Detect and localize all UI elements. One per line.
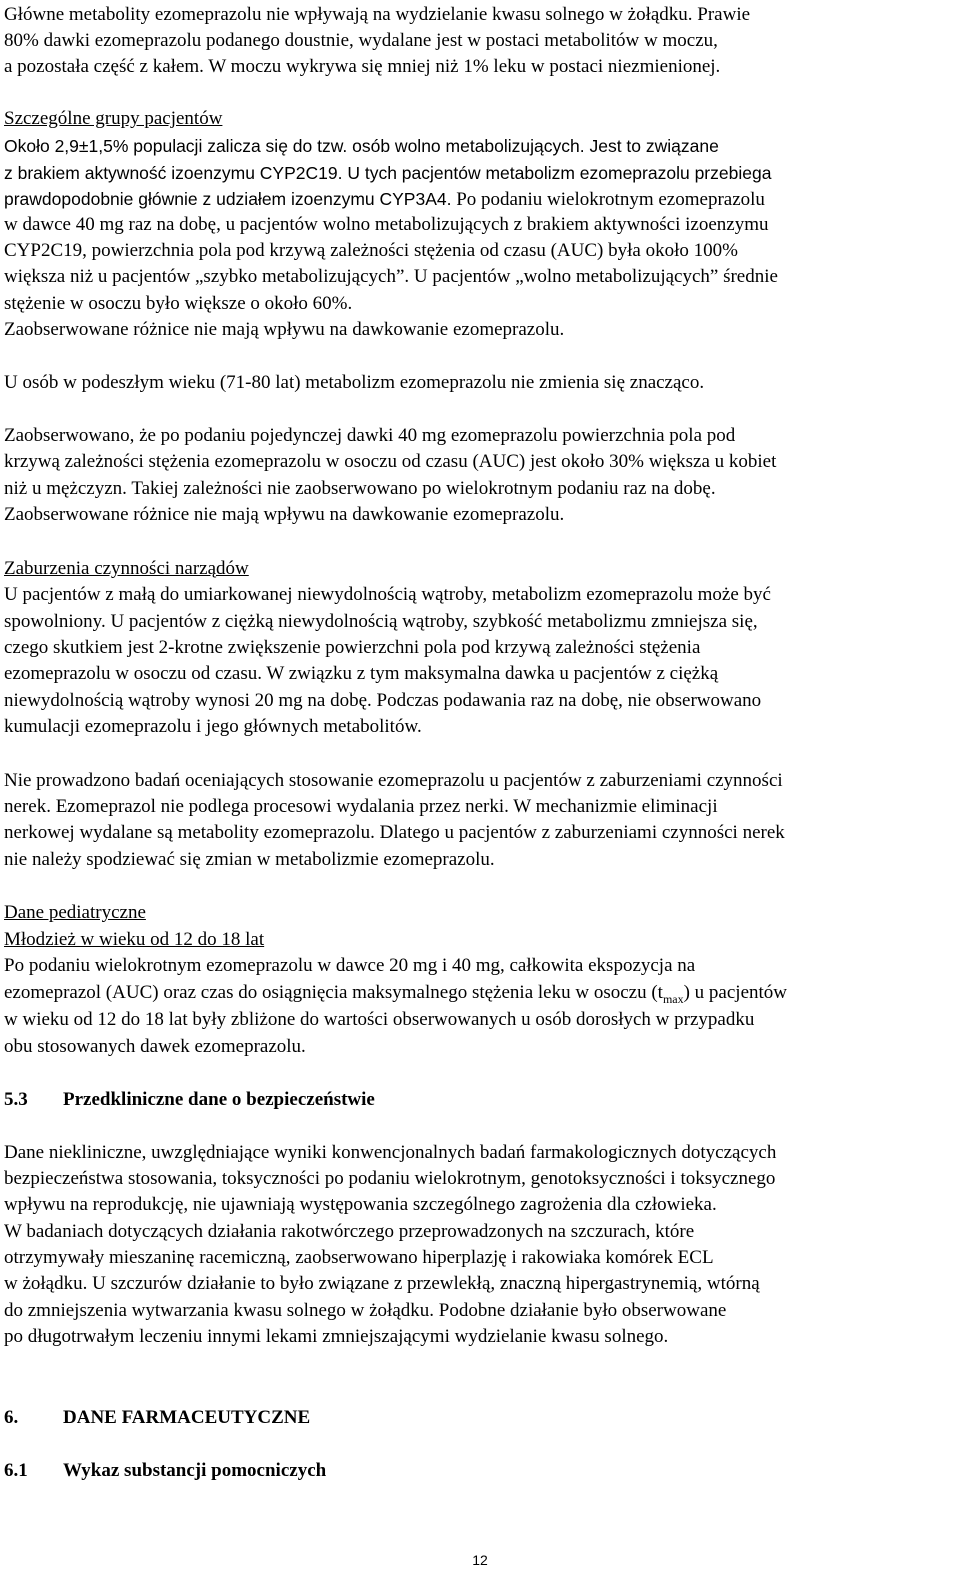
intro-line-3: a pozostała część z kałem. W moczu wykrywa się mniej niż 1% leku w postaci niezmienionej. — [4, 56, 721, 77]
organ-heading: Zaburzenia czynności narządów — [4, 558, 249, 579]
s53-line-3: wpływu na reprodukcję, nie ujawniają występowania szczególnego zagrożenia dla człowieka. — [4, 1194, 717, 1215]
s53-line-8: po długotrwałym leczeniu innymi lekami zmniejszającymi wydzielanie kwasu solnego. — [4, 1326, 669, 1347]
pediatric-line-2 — [4, 980, 787, 1007]
special-groups-heading: Szczególne grupy pacjentów — [4, 108, 223, 129]
section-6-title: DANE FARMACEUTYCZNE — [63, 1407, 311, 1428]
special-groups-line-3 — [4, 186, 765, 214]
gender-line-2: krzywą zależności stężenia ezomeprazolu w osoczu od czasu (AUC) jest około 30% większa u kobiet — [4, 451, 777, 472]
s53-line-2: bezpieczeństwa stosowania, toksyczności po podaniu wielokrotnym, genotoksyczności i toksycznego — [4, 1168, 776, 1189]
pediatric-line-1: Po podaniu wielokrotnym ezomeprazolu w dawce 20 mg i 40 mg, całkowita ekspozycja na — [4, 955, 696, 976]
special-groups-line-5: CYP2C19, powierzchnia pola pod krzywą zależności stężenia od czasu (AUC) była około 100% — [4, 240, 738, 261]
gender-line-1: Zaobserwowano, że po podaniu pojedynczej dawki 40 mg ezomeprazolu powierzchnia pola pod — [4, 425, 736, 446]
intro-line-1: Główne metabolity ezomeprazolu nie wpływają na wydzielanie kwasu solnego w żołądku. Prawie — [4, 4, 751, 25]
special-groups-line-3-sans: prawdopodobnie głównie z udziałem izoenzymu CYP3A4. — [4, 189, 452, 209]
section-6-number: 6. — [4, 1407, 19, 1428]
pediatric-heading: Dane pediatryczne — [4, 902, 146, 923]
section-6-1-title: Wykaz substancji pomocniczych — [63, 1460, 327, 1481]
special-groups-line-2: z brakiem aktywność izoenzymu CYP2C19. U tych pacjentów metabolizm ezomeprazolu przebiega — [4, 163, 772, 183]
section-6-1-number: 6.1 — [4, 1460, 28, 1481]
special-groups-line-6: większa niż u pacjentów „szybko metabolizujących”. U pacjentów „wolno metabolizujących” średnie — [4, 266, 778, 287]
renal-line-2: nerek. Ezomeprazol nie podlega procesowi wydalania przez nerki. W mechanizmie eliminacji — [4, 796, 718, 817]
pediatric-line-4: obu stosowanych dawek ezomeprazolu. — [4, 1036, 306, 1057]
renal-line-3: nerkowej wydalane są metabolity ezomeprazolu. Dlatego u pacjentów z zaburzeniami czynności nerek — [4, 822, 785, 843]
s53-line-4: W badaniach dotyczących działania rakotwórczego przeprowadzonych na szczurach, które — [4, 1221, 695, 1242]
organ-line-2: spowolniony. U pacjentów z ciężką niewydolnością wątroby, szybkość metabolizmu zmniejsza się, — [4, 611, 758, 632]
section-6-1-heading — [4, 1458, 326, 1485]
s53-line-7: do zmniejszenia wytwarzania kwasu solnego w żołądku. Podobne działanie było obserwowane — [4, 1300, 727, 1321]
organ-line-1: U pacjentów z małą do umiarkowanej niewydolnością wątroby, metabolizm ezomeprazolu może być — [4, 584, 771, 605]
section-5-3-title: Przedkliniczne dane o bezpieczeństwie — [63, 1089, 375, 1110]
special-groups-line-7: stężenie w osoczu było większe o około 60%. — [4, 293, 353, 314]
renal-line-1: Nie prowadzono badań oceniających stosowanie ezomeprazolu u pacjentów z zaburzeniami czynności — [4, 770, 783, 791]
page-number: 12 — [472, 1552, 488, 1568]
pediatric-line-2-text: ezomeprazol (AUC) oraz czas do osiągnięcia maksymalnego stężenia leku w osoczu (t — [4, 982, 663, 1003]
special-groups-line-3-serif: Po podaniu wielokrotnym ezomeprazolu — [451, 189, 765, 210]
organ-line-5: niewydolnością wątroby wynosi 20 mg na dobę. Podczas podawania raz na dobę, nie obserwowano — [4, 690, 762, 711]
elderly-paragraph: U osób w podeszłym wieku (71-80 lat) metabolizm ezomeprazolu nie zmienia się znacząco. — [4, 372, 705, 393]
section-6-heading — [4, 1405, 310, 1432]
pediatric-line-2-end: ) u pacjentów — [683, 982, 788, 1003]
special-groups-line-1: Około 2,9±1,5% populacji zalicza się do tzw. osób wolno metabolizujących. Jest to związane — [4, 136, 719, 156]
gender-line-3: niż u mężczyzn. Takiej zależności nie zaobserwowano po wielokrotnym podaniu raz na dobę. — [4, 478, 716, 499]
tmax-subscript: max — [662, 991, 684, 1006]
renal-line-4: nie należy spodziewać się zmian w metabolizmie ezomeprazolu. — [4, 849, 495, 870]
organ-line-4: ezomeprazolu w osoczu od czasu. W związku z tym maksymalna dawka u pacjentów z ciężką — [4, 663, 719, 684]
section-5-3-heading — [4, 1087, 375, 1114]
gender-line-4: Zaobserwowane różnice nie mają wpływu na dawkowanie ezomeprazolu. — [4, 504, 565, 525]
special-groups-line-4: w dawce 40 mg raz na dobę, u pacjentów wolno metabolizujących z brakiem aktywności izoenzymu — [4, 214, 769, 235]
pediatric-line-3: w wieku od 12 do 18 lat były zbliżone do wartości obserwowanych u osób dorosłych w przypadku — [4, 1009, 755, 1030]
special-groups-line-8: Zaobserwowane różnice nie mają wpływu na dawkowanie ezomeprazolu. — [4, 319, 565, 340]
section-5-3-number: 5.3 — [4, 1089, 28, 1110]
organ-line-6: kumulacji ezomeprazolu i jego głównych metabolitów. — [4, 716, 422, 737]
s53-line-1: Dane niekliniczne, uwzględniające wyniki konwencjonalnych badań farmakologicznych dotyczących — [4, 1142, 777, 1163]
organ-line-3: czego skutkiem jest 2-krotne zwiększenie powierzchni pola pod krzywą zależności stężenia — [4, 637, 701, 658]
s53-line-6: w żołądku. U szczurów działanie to było związane z przewlekłą, znaczną hipergastrynemią, wtórną — [4, 1273, 760, 1294]
adolescents-heading: Młodzież w wieku od 12 do 18 lat — [4, 929, 265, 950]
intro-line-2: 80% dawki ezomeprazolu podanego doustnie, wydalane jest w postaci metabolitów w moczu, — [4, 30, 718, 51]
s53-line-5: otrzymywały mieszaninę racemiczną, zaobserwowano hiperplazję i rakowiaka komórek ECL — [4, 1247, 714, 1268]
